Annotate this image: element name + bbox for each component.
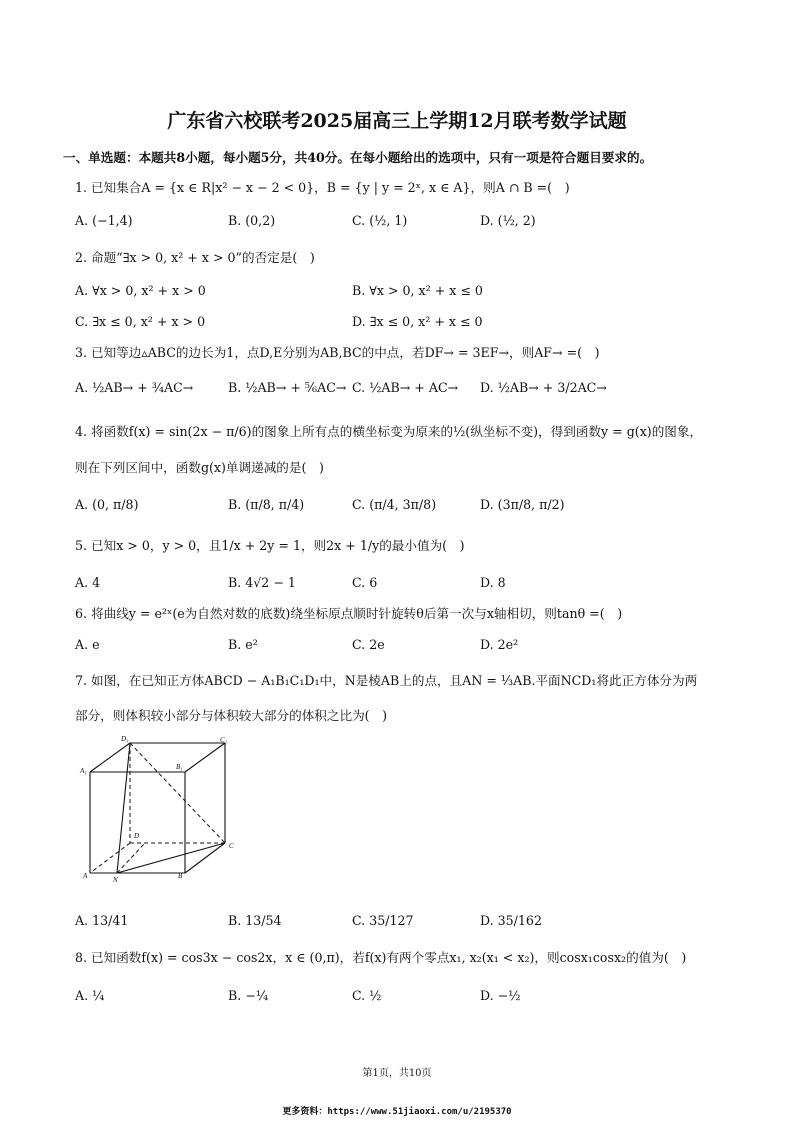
q7-option-b: B. 13/54 [228,913,282,928]
q8-option-d: D. −½ [480,988,521,1003]
edge-a1-d1 [90,743,130,772]
label-a1: A₁ [80,767,87,775]
page-number: 第1页，共10页 [362,1068,432,1079]
q3-option-a: A. ½AB→ + ¾AC→ [75,380,194,395]
edge-c-b [185,843,225,873]
q2-option-b: B. ∀x > 0, x² + x ≤ 0 [352,283,483,298]
q4-option-c: C. (π/4, 3π/8) [352,497,437,512]
q3-option-d: D. ½AB→ + 3/2AC→ [480,380,607,395]
q5-option-b: B. 4√2 − 1 [228,575,296,590]
label-b1: B₁ [176,763,183,771]
q3-option-c: C. ½AB→ + AC→ [352,380,459,395]
q1-option-c: C. (½, 1) [352,213,408,228]
q1-option-d: D. (½, 2) [480,213,536,228]
q1-stem: 1. 已知集合A = {x ∈ R|x² − x − 2 < 0}，B = {y | y = 2ˣ, x ∈ A}，则A ∩ B =( ) [75,180,570,195]
hidden-edge-d1-c [130,743,225,843]
q1-option-a: A. (−1,4) [75,213,133,228]
q7-option-c: C. 35/127 [352,913,414,928]
q5-stem: 5. 已知x > 0，y > 0，且1/x + 2y = 1，则2x + 1/y的最小值为( ) [75,538,465,553]
q7-stem-line2: 部分，则体积较小部分与体积较大部分的体积之比为( ) [75,708,388,723]
q5-option-a: A. 4 [75,575,101,590]
label-d1: D₁ [121,735,129,743]
q8-option-c: C. ½ [352,988,382,1003]
edge-c1-b1 [185,743,225,772]
q8-option-b: B. −¼ [228,988,269,1003]
q2-option-c: C. ∃x ≤ 0, x² + x > 0 [75,314,206,329]
q2-option-a: A. ∀x > 0, x² + x > 0 [75,283,206,298]
q6-option-c: C. 2e [352,637,385,652]
label-c: C [229,842,234,850]
label-d: D [134,832,140,840]
edge-n-c [117,843,225,873]
more-resources-link[interactable]: 更多资料：https://www.51jiaoxi.com/u/2195370 [282,1107,512,1117]
q1-option-b: B. (0,2) [228,213,276,228]
q5-option-c: C. 6 [352,575,378,590]
q7-option-d: D. 35/162 [480,913,542,928]
q3-stem: 3. 已知等边▵ABC的边长为1，点D,E分别为AB,BC的中点，若DF→ = 3EF→，则AF→ =( ) [75,345,600,360]
label-n: N [113,876,118,884]
edge-d1-n [117,743,130,873]
q4-option-d: D. (3π/8, π/2) [480,497,565,512]
q2-option-d: D. ∃x ≤ 0, x² + x ≤ 0 [352,314,483,329]
q4-option-b: B. (π/8, π/4) [228,497,305,512]
hidden-edge-n-b1 [117,843,145,873]
hidden-edge-d-a [90,843,130,873]
q4-option-a: A. (0, π/8) [75,497,139,512]
q6-option-a: A. e [75,637,100,652]
q2-stem: 2. 命题“∃x > 0, x² + x > 0”的否定是( ) [75,250,315,265]
section-heading: 一、单选题：本题共8小题，每小题5分，共40分。在每小题给出的选项中，只有一项是符合题目要求的。 [63,150,653,165]
q5-option-d: D. 8 [480,575,506,590]
cube-figure [75,730,245,890]
q4-stem-line2: 则在下列区间中，函数g(x)单调递减的是( ) [75,460,324,475]
q8-option-a: A. ¼ [75,988,105,1003]
page-title: 广东省六校联考2025届高三上学期12月联考数学试题 [167,110,627,132]
q7-stem-line1: 7. 如图，在已知正方体ABCD − A₁B₁C₁D₁中，N是棱AB上的点，且AN = ⅓AB.平面NCD₁将此正方体分为两 [75,673,698,688]
q6-option-d: D. 2e² [480,637,519,652]
q6-stem: 6. 将曲线y = e²ˣ(e为自然对数的底数)绕坐标原点顺时针旋转θ后第一次与x轴相切，则tanθ =( ) [75,606,623,621]
q4-stem-line1: 4. 将函数f(x) = sin(2x − π/6)的图象上所有点的横坐标变为原来的½(纵坐标不变)，得到函数y = g(x)的图象， [75,424,703,439]
label-a: A [83,872,88,880]
q7-option-a: A. 13/41 [75,913,129,928]
q6-option-b: B. e² [228,637,258,652]
q8-stem: 8. 已知函数f(x) = cos3x − cos2x，x ∈ (0,π)，若f(x)有两个零点x₁, x₂(x₁ < x₂)，则cosx₁cosx₂的值为( ) [75,950,687,965]
q3-option-b: B. ½AB→ + ⅚AC→ [228,380,347,395]
label-c1: C₁ [220,736,228,744]
label-b: B [178,872,183,880]
